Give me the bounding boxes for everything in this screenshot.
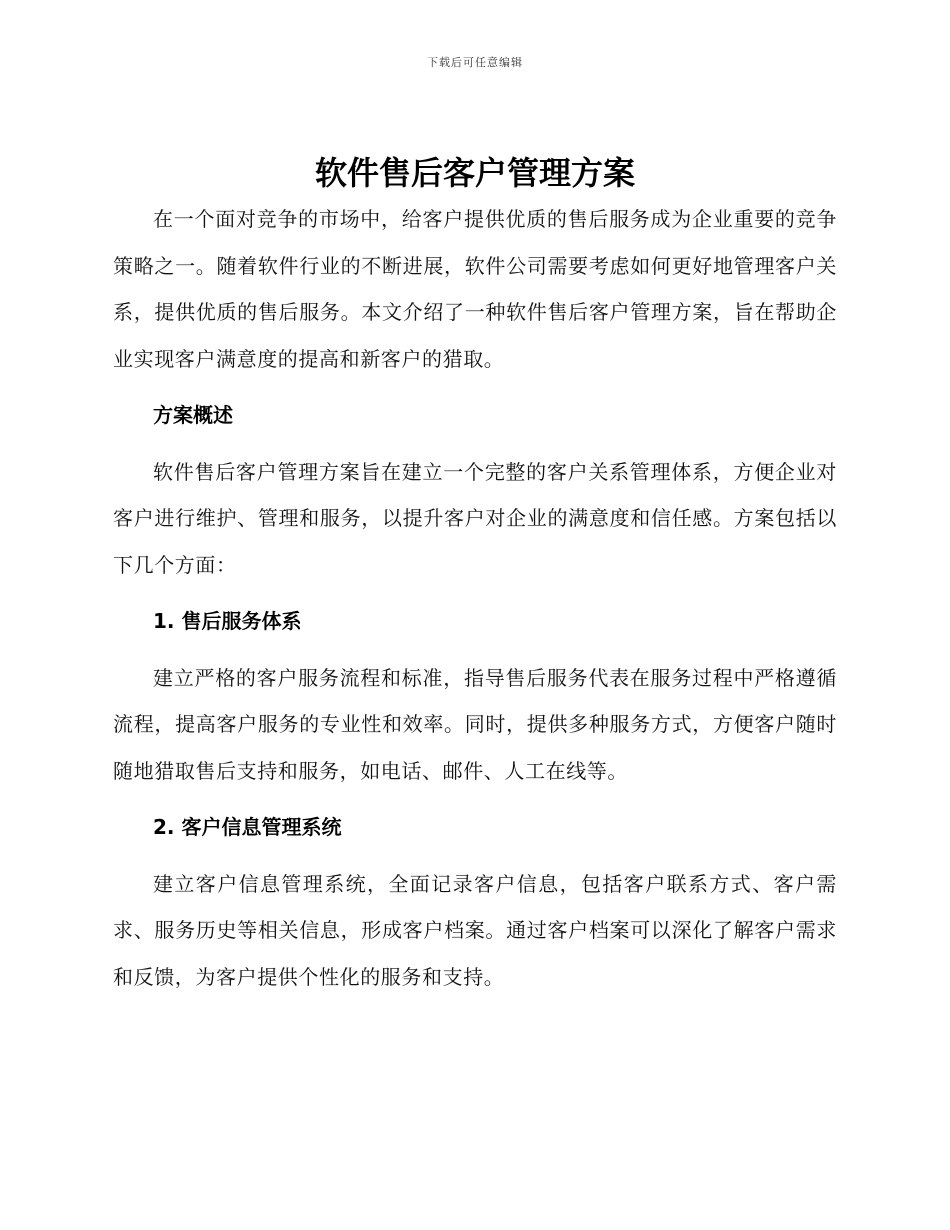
section-heading-after-sales: 1. 售后服务体系 [153,609,302,633]
section-paragraph-after-sales: 建立严格的客户服务流程和标准，指导售后服务代表在服务过程中严格遵循流程，提高客户服务的专业性和效率。同时，提供多种服务方式，方便客户随时随地猎取售后支持和服务，如电话、邮件、人工在线等。 [113,665,837,783]
document-title: 软件售后客户管理方案 [314,154,635,192]
section-paragraph-customer-info: 建立客户信息管理系统，全面记录客户信息，包括客户联系方式、客户需求、服务历史等相关信息，形成客户档案。通过客户档案可以深化了解客户需求和反馈，为客户提供个性化的服务和支持。 [113,871,837,989]
overview-heading: 方案概述 [153,403,233,427]
document-body [113,150,837,1000]
intro-paragraph: 在一个面对竞争的市场中，给客户提供优质的售后服务成为企业重要的竞争策略之一。随着软件行业的不断进展，软件公司需要考虑如何更好地管理客户关系，提供优质的售后服务。本文介绍了一种软件售后客户管理方案，旨在帮助企业实现客户满意度的提高和新客户的猎取。 [113,207,837,371]
page-header: 下载后可任意编辑 [427,56,523,69]
section-heading-customer-info: 2. 客户信息管理系统 [153,815,342,839]
overview-paragraph: 软件售后客户管理方案旨在建立一个完整的客户关系管理体系，方便企业对客户进行维护、管理和服务，以提升客户对企业的满意度和信任感。方案包括以下几个方面： [113,459,837,577]
